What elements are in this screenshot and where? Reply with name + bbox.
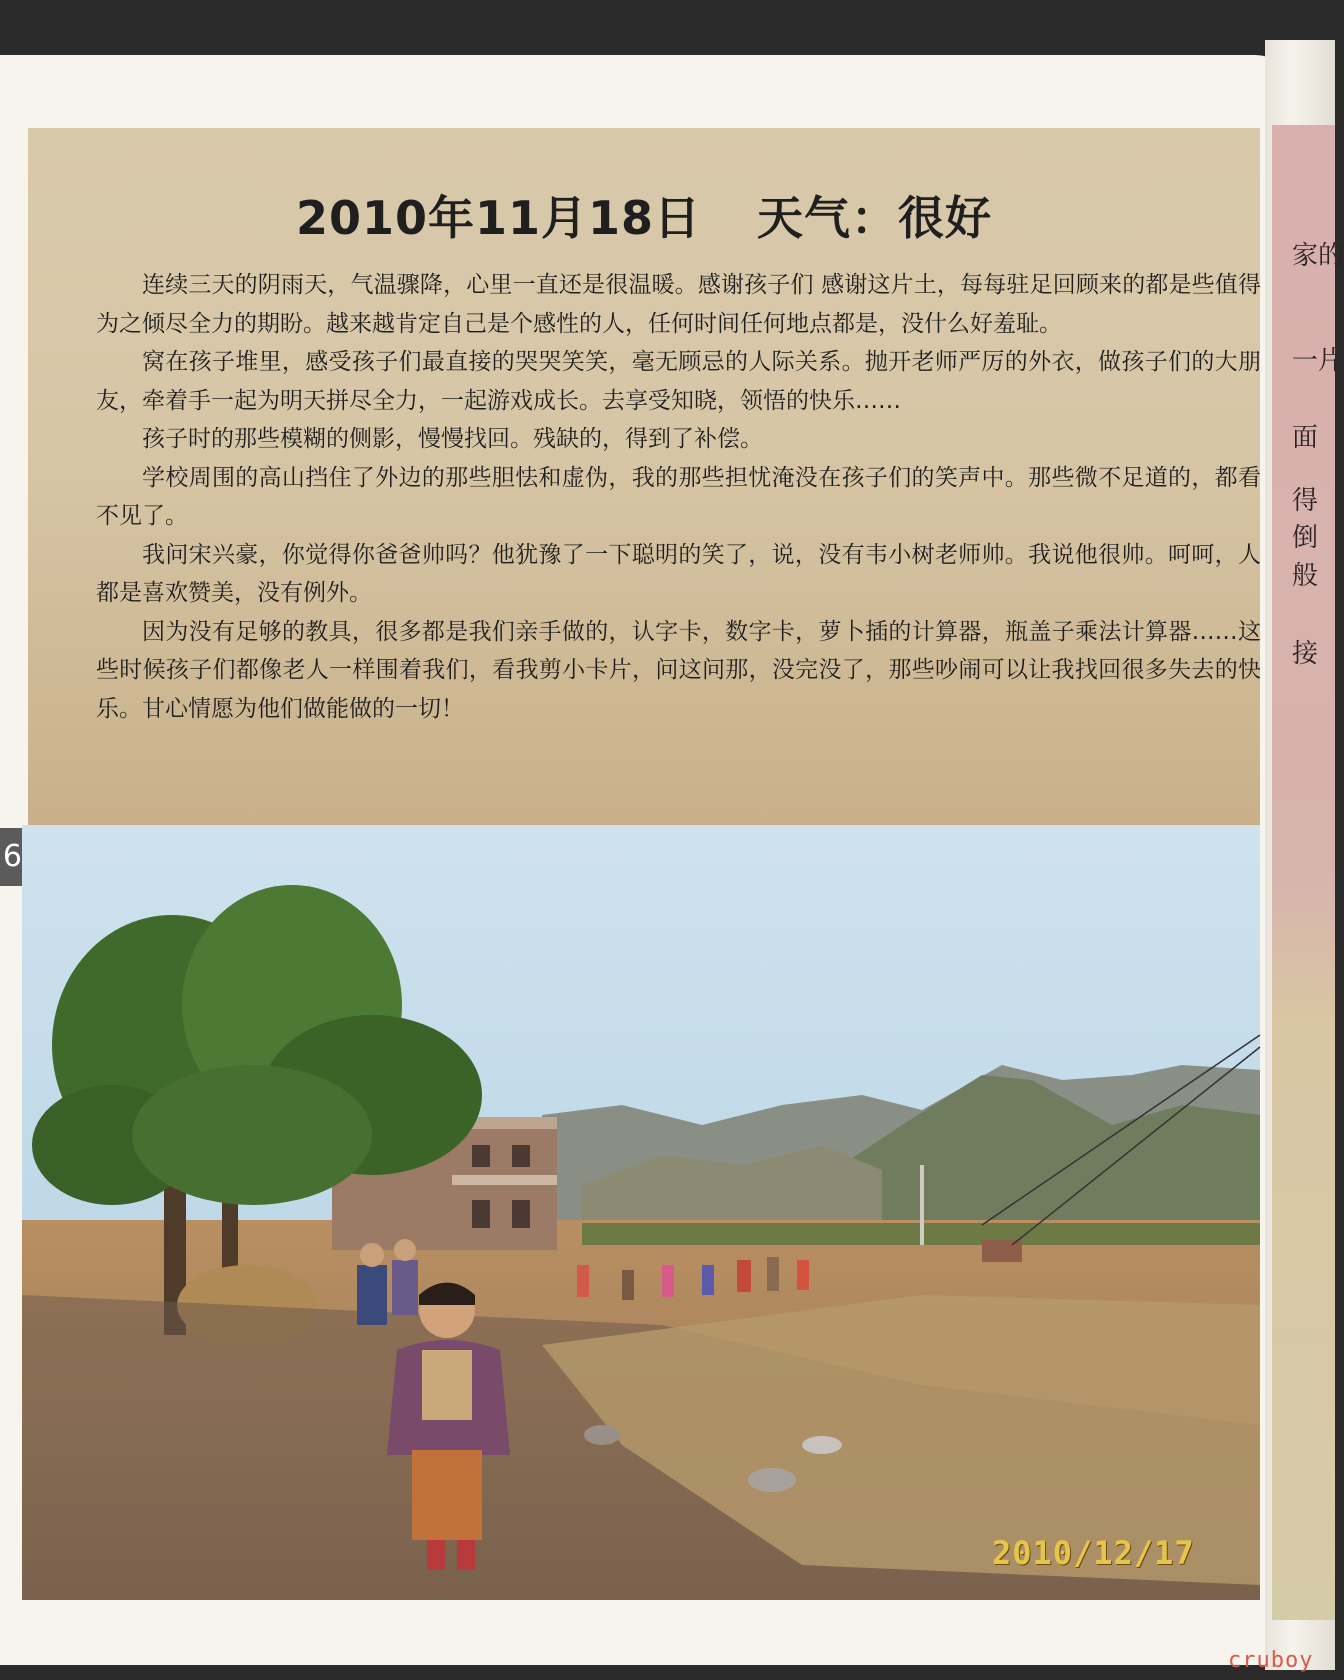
diary-text-panel <box>28 128 1260 825</box>
rock <box>584 1425 620 1445</box>
small-hut <box>982 1240 1022 1262</box>
paragraph: 因为没有足够的教具，很多都是我们亲手做的，认字卡，数字卡，萝卜插的计算器，瓶盖子乘法计算器……这些时候孩子们都像老人一样围着我们，看我剪小卡片，问这问那，没完没了，那些吵闹可以让我找回很多失去的快乐。甘心情愿为他们做能做的一切！ <box>96 618 1261 722</box>
next-page-fragment: 倒 <box>1292 523 1319 553</box>
diary-title <box>28 182 1260 248</box>
diary-body <box>96 266 1261 728</box>
village-school-photo <box>22 825 1260 1600</box>
paragraph: 孩子时的那些模糊的侧影，慢慢找回。残缺的，得到了补偿。 <box>142 426 763 452</box>
next-page-fragment: 般 <box>1292 561 1319 591</box>
next-page-fragment: 面 <box>1292 423 1319 453</box>
rock <box>802 1436 842 1454</box>
next-page-strip <box>1272 125 1344 1620</box>
photo-date-stamp: 2010/12/17 <box>992 1534 1195 1572</box>
title-date: 2010年11月18日 <box>295 191 702 245</box>
watermark: cruboy <box>1228 1648 1314 1673</box>
photo-scene <box>22 825 1260 1600</box>
next-page-fragment: 接 <box>1292 639 1319 669</box>
paragraph: 连续三天的阴雨天，气温骤降，心里一直还是很温暖。感谢孩子们 感谢这片土，每每驻足回顾来的都是些值得为之倾尽全力的期盼。越来越肯定自己是个感性的人，任何时间任何地点都是，没什么好羞耻。 <box>96 272 1261 337</box>
next-page-fragment: 得 <box>1292 486 1319 516</box>
next-page-fragment: 家的 <box>1292 241 1344 271</box>
paragraph: 我问宋兴豪，你觉得你爸爸帅吗？他犹豫了一下聪明的笑了，说，没有韦小树老师帅。我说他很帅。呵呵，人都是喜欢赞美，没有例外。 <box>96 541 1261 606</box>
page-number: 6 <box>0 828 22 886</box>
title-weather: 天气：很好 <box>757 191 993 245</box>
next-page-fragment: 一片 <box>1292 346 1344 376</box>
paragraph: 窝在孩子堆里，感受孩子们最直接的哭哭笑笑，毫无顾忌的人际关系。抛开老师严厉的外衣，做孩子们的大朋友，牵着手一起为明天拼尽全力，一起游戏成长。去享受知晓，领悟的快乐…… <box>96 349 1261 414</box>
utility-pole <box>920 1165 924 1245</box>
paragraph: 学校周围的高山挡住了外边的那些胆怯和虚伪，我的那些担忧淹没在孩子们的笑声中。那些微不足道的，都看不见了。 <box>96 464 1261 529</box>
rock <box>748 1468 796 1492</box>
